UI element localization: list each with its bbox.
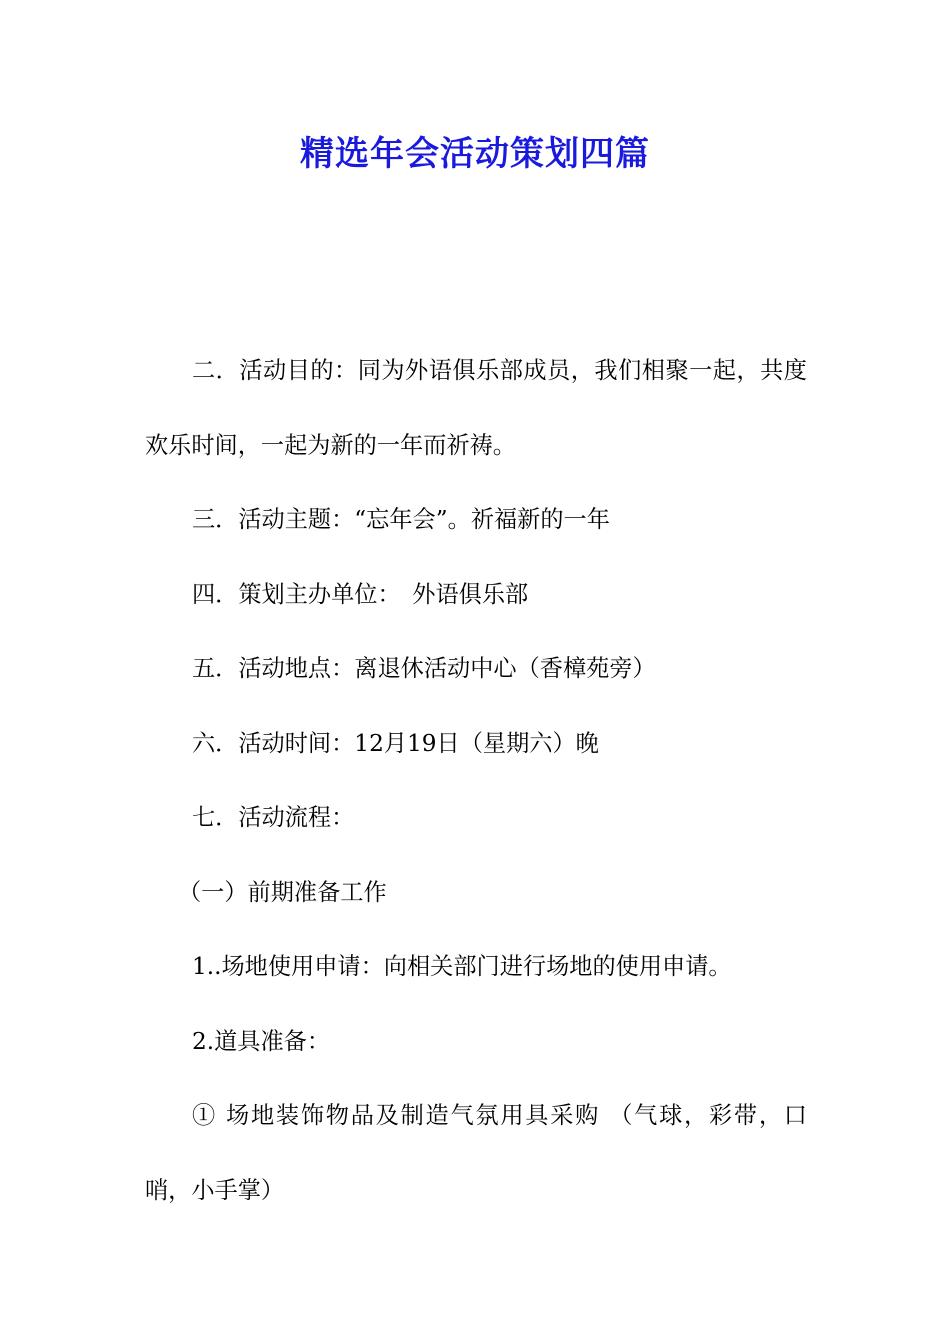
paragraph-purpose: 二．活动目的：同为外语俱乐部成员，我们相聚一起，共度欢乐时间，一起为新的一年而祈祷。 <box>145 357 807 459</box>
paragraph-props: 2.道具准备： <box>192 1027 331 1055</box>
paragraph-decoration: ① 场地装饰物品及制造气氛用具采购 （气球，彩带，口哨，小手掌） <box>145 1102 807 1204</box>
document-title: 精选年会活动策划四篇 <box>300 134 650 174</box>
paragraph-location: 五．活动地点：离退休活动中心（香樟苑旁） <box>192 655 656 682</box>
paragraph-time: 六．活动时间：12月19日（星期六）晚 <box>192 729 599 757</box>
paragraph-process: 七．活动流程： <box>192 804 355 831</box>
paragraph-preparation: （一）前期准备工作 <box>178 878 387 906</box>
paragraph-organizer: 四．策划主办单位： 外语俱乐部 <box>192 580 529 608</box>
paragraph-venue-application: 1..场地使用申请：向相关部门进行场地的使用申请。 <box>192 953 732 980</box>
document-body <box>145 334 807 1228</box>
paragraph-theme: 三．活动主题：“忘年会”。祈福新的一年 <box>192 506 610 533</box>
